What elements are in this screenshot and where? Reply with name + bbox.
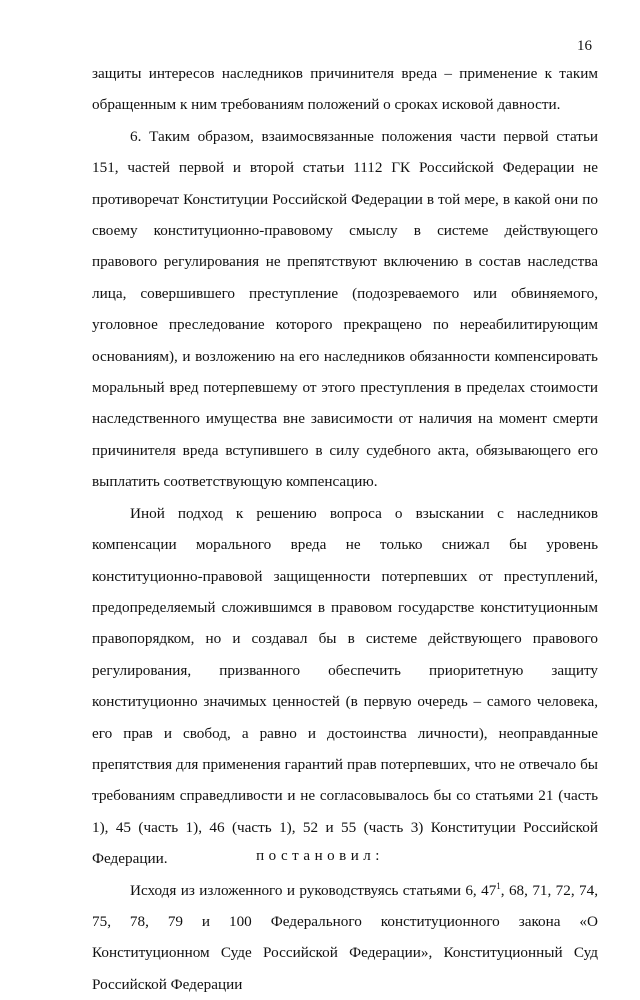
paragraph-other-approach: Иной подход к решению вопроса о взыскании с наследников компенсации морального вреда не только снижал бы уровень конституционно-правовой защищенности потерпевших от преступлений, предопределяемый сложившимся в правовом государстве конституционным правопорядком, но и создавал бы в системе действующего правового регулирования, призванного обеспечить приоритетную защиту конституционно значимых ценностей (в первую очередь – самого человека, его прав и свобод, а равно и достоинства личности), неоправданные препятствия для применения гарантий прав потерпевших, что не отвечало бы требованиям справедливости и не согласовывалось бы со статьями 21 (часть 1), 45 (часть 1), 46 (часть 1), 52 и 55 (часть 3) Конституции Российской Федерации. <box>92 504 598 868</box>
paragraph-continuation: защиты интересов наследников причинителя вреда – применение к таким обращенным к ним требованиям положений о сроках исковой давности. <box>92 65 598 114</box>
article-superscript: 1 <box>496 880 501 891</box>
paragraph-based-on-part2: , 68, 71, 72, 74, 75, 78, 79 и 100 Федерального конституционного закона «О Конституционном Суде Российской Федерации», Конституционный Суд Российской Федерации <box>92 881 599 993</box>
page-number: 16 <box>577 38 592 54</box>
paragraph-based-on-part1: Исходя из изложенного и руководствуясь статьями 6, 47 <box>130 881 497 899</box>
paragraph-based-on <box>92 875 598 1000</box>
resolution-heading: постановил: <box>256 848 384 864</box>
paragraph-point-6: 6. Таким образом, взаимосвязанные положения части первой статьи 151, частей первой и второй статьи 1112 ГК Российской Федерации не противоречат Конституции Российской Федерации в той мере, в какой они по своему конституционно-правовому смыслу в системе действующего правового регулирования не препятствуют включению в состав наследства лица, совершившего преступление (подозреваемого или обвиняемого, уголовное преследование которого прекращено по нереабилитирующим основаниям), и возложению на его наследников обязанности компенсировать моральный вред потерпевшему от этого преступления в пределах стоимости наследственного имущества вне зависимости от наличия на момент смерти причинителя вреда вступившего в силу судебного акта, обязывающего его выплатить соответствующую компенсацию. <box>92 127 598 491</box>
